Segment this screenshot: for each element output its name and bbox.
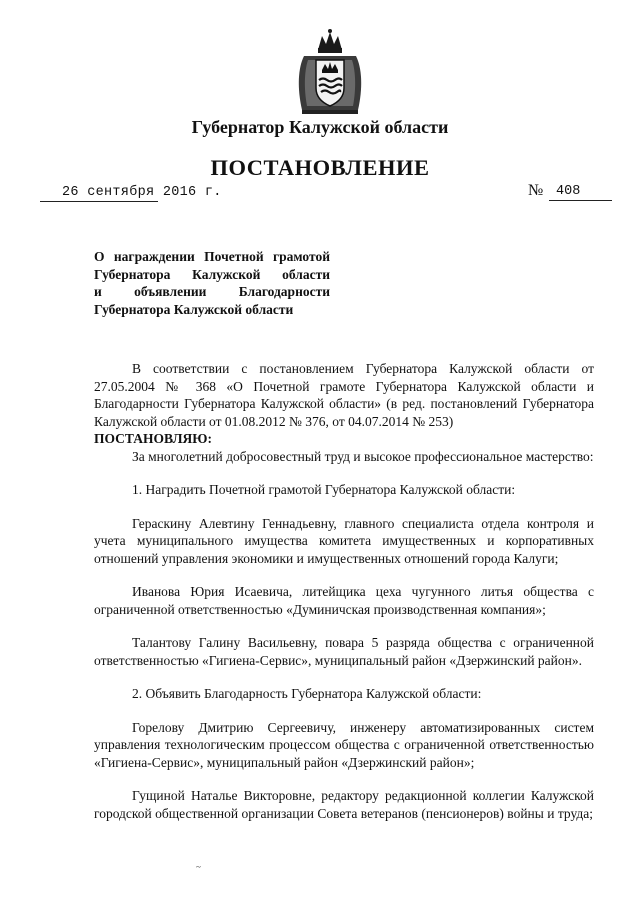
reason-paragraph: За многолетний добросовестный труд и высокое профессиональное мастерство: xyxy=(132,448,594,464)
issuing-authority: Губернатор Калужской области xyxy=(191,117,449,137)
document-type: ПОСТАНОВЛЕНИЕ xyxy=(210,155,430,180)
gratitude-person-paragraph: Гущиной Наталье Викторовне, редактору редакционной коллегии Калужской городской общественной организации Совета ветеранов (пенсионеров) войны и труда; xyxy=(94,788,594,821)
subject-line: Губернатора Калужской области xyxy=(94,266,330,282)
gratitude-person-paragraph: Горелову Дмитрию Сергеевичу, инженеру автоматизированных систем управления технологическим процессом общества с ограниченной ответственностью «Гигиена-Сервис», муниципальный район «Дзержинский район»; xyxy=(94,719,594,770)
subject-line: и объявлении Благодарности xyxy=(94,284,330,299)
number-underline xyxy=(549,200,612,201)
kaluga-coat-of-arms-icon xyxy=(294,28,366,118)
number-label: № xyxy=(528,182,544,199)
subject-line: Губернатора Калужской области xyxy=(94,301,294,317)
document-date: 26 сентября 2016 г. xyxy=(62,185,222,200)
preamble-paragraph: В соответствии с постановлением Губернатора Калужской области от 27.05.2004 № 368 «О Почетной грамоте Губернатора Калужской области и Благодарности Губернатора Калужской области» (в ред. постановлений Губернатора Калужской области от 01.08.2012 № 376, от 04.07.2014 № 253) xyxy=(94,361,594,429)
award-person-paragraph: Талантову Галину Васильевну, повара 5 разряда общества с ограниченной ответственностью «Гигиена-Сервис», муниципальный район «Дзержинский район». xyxy=(94,635,594,668)
item1-heading: 1. Наградить Почетной грамотой Губернатора Калужской области: xyxy=(132,482,516,497)
document-subject xyxy=(94,248,330,318)
document-number: 408 xyxy=(556,184,581,199)
decree-word: ПОСТАНОВЛЯЮ: xyxy=(94,431,212,446)
page-mark: ~ xyxy=(196,862,201,872)
subject-line: О награждении Почетной грамотой xyxy=(94,249,330,264)
item2-heading: 2. Объявить Благодарность Губернатора Калужской области: xyxy=(132,686,482,701)
award-person-paragraph: Иванова Юрия Исаевича, литейщика цеха чугунного литья общества с ограниченной ответственностью «Думиничская производственная компания»; xyxy=(94,584,594,617)
document-body xyxy=(94,360,594,822)
award-person-paragraph: Гераскину Алевтину Геннадьевну, главного специалиста отдела контроля и учета муниципального имущества комитета имущественных и корпоративных отношений управления экономики и имущественных отношений города Калуги; xyxy=(94,515,594,566)
date-underline xyxy=(40,201,158,202)
